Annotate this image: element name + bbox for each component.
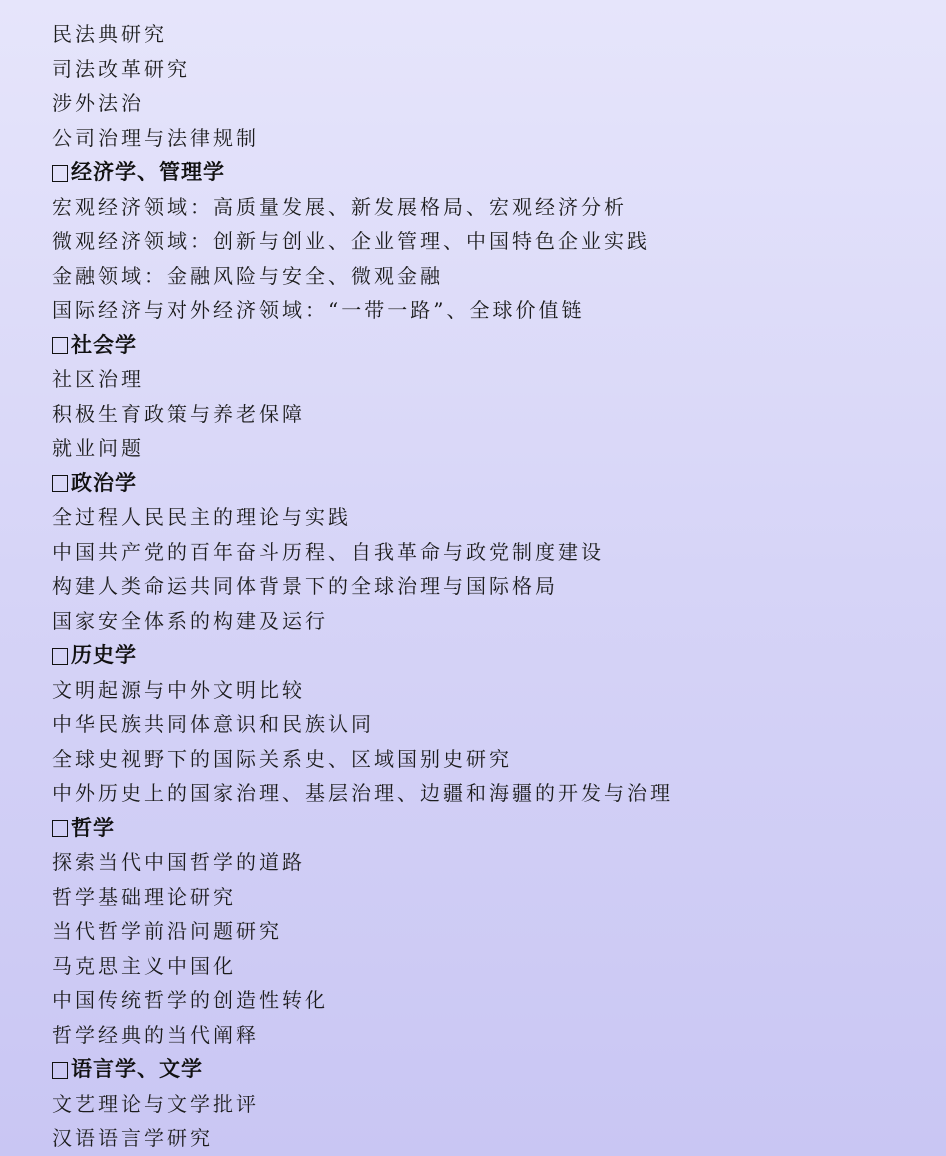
list-item: 国际经济与对外经济领域：“一带一路”、全球价值链 [52, 298, 585, 322]
section-title: 政治学 [71, 470, 137, 495]
section-heading-politics [52, 466, 932, 501]
list-item: 涉外法治 [52, 91, 144, 115]
list-item: 宏观经济领域：高质量发展、新发展格局、宏观经济分析 [52, 194, 627, 219]
list-item: 中国传统哲学的创造性转化 [52, 988, 328, 1012]
list-item: 全球史视野下的国际关系史、区域国别史研究 [52, 746, 512, 771]
list-item: 哲学经典的当代阐释 [52, 1022, 259, 1047]
section-title: 经济学、管理学 [71, 160, 225, 184]
list-item: 中华民族共同体意识和民族认同 [52, 712, 374, 736]
list-item: 全过程人民民主的理论与实践 [52, 505, 351, 529]
section-heading-sociology [52, 328, 932, 363]
section-heading-philosophy [52, 811, 932, 846]
checkbox-icon [52, 475, 68, 492]
list-item: 司法改革研究 [52, 56, 190, 81]
list-item: 公司治理与法律规制 [52, 125, 259, 150]
section-heading-economics [52, 155, 932, 190]
checkbox-icon [52, 165, 68, 182]
list-item: 金融领域：金融风险与安全、微观金融 [52, 263, 443, 288]
list-item: 中外历史上的国家治理、基层治理、边疆和海疆的开发与治理 [52, 781, 673, 805]
checkbox-icon [52, 820, 68, 837]
section-title: 社会学 [71, 332, 137, 357]
section-heading-history [52, 638, 932, 673]
list-item: 就业问题 [52, 436, 144, 460]
list-item: 文明起源与中外文明比较 [52, 677, 305, 702]
list-item: 微观经济领域：创新与创业、企业管理、中国特色企业实践 [52, 229, 650, 253]
list-item: 社区治理 [52, 367, 144, 391]
section-title: 哲学 [71, 815, 115, 840]
document-body [52, 17, 932, 1156]
list-item: 文艺理论与文学批评 [52, 1091, 259, 1116]
list-item: 构建人类命运共同体背景下的全球治理与国际格局 [52, 574, 558, 598]
list-item: 中国共产党的百年奋斗历程、自我革命与政党制度建设 [52, 539, 604, 564]
list-item: 哲学基础理论研究 [52, 884, 236, 909]
section-title: 语言学、文学 [71, 1057, 203, 1081]
list-item: 当代哲学前沿问题研究 [52, 919, 282, 943]
checkbox-icon [52, 648, 68, 665]
list-item: 国家安全体系的构建及运行 [52, 608, 328, 633]
checkbox-icon [52, 337, 68, 354]
section-heading-linguistics-literature [52, 1052, 932, 1087]
list-item: 民法典研究 [52, 22, 167, 46]
section-title: 历史学 [71, 643, 137, 667]
checkbox-icon [52, 1062, 68, 1079]
list-item: 积极生育政策与养老保障 [52, 401, 305, 426]
list-item: 马克思主义中国化 [52, 953, 236, 978]
list-item: 汉语语言学研究 [52, 1126, 213, 1150]
list-item: 探索当代中国哲学的道路 [52, 850, 305, 874]
